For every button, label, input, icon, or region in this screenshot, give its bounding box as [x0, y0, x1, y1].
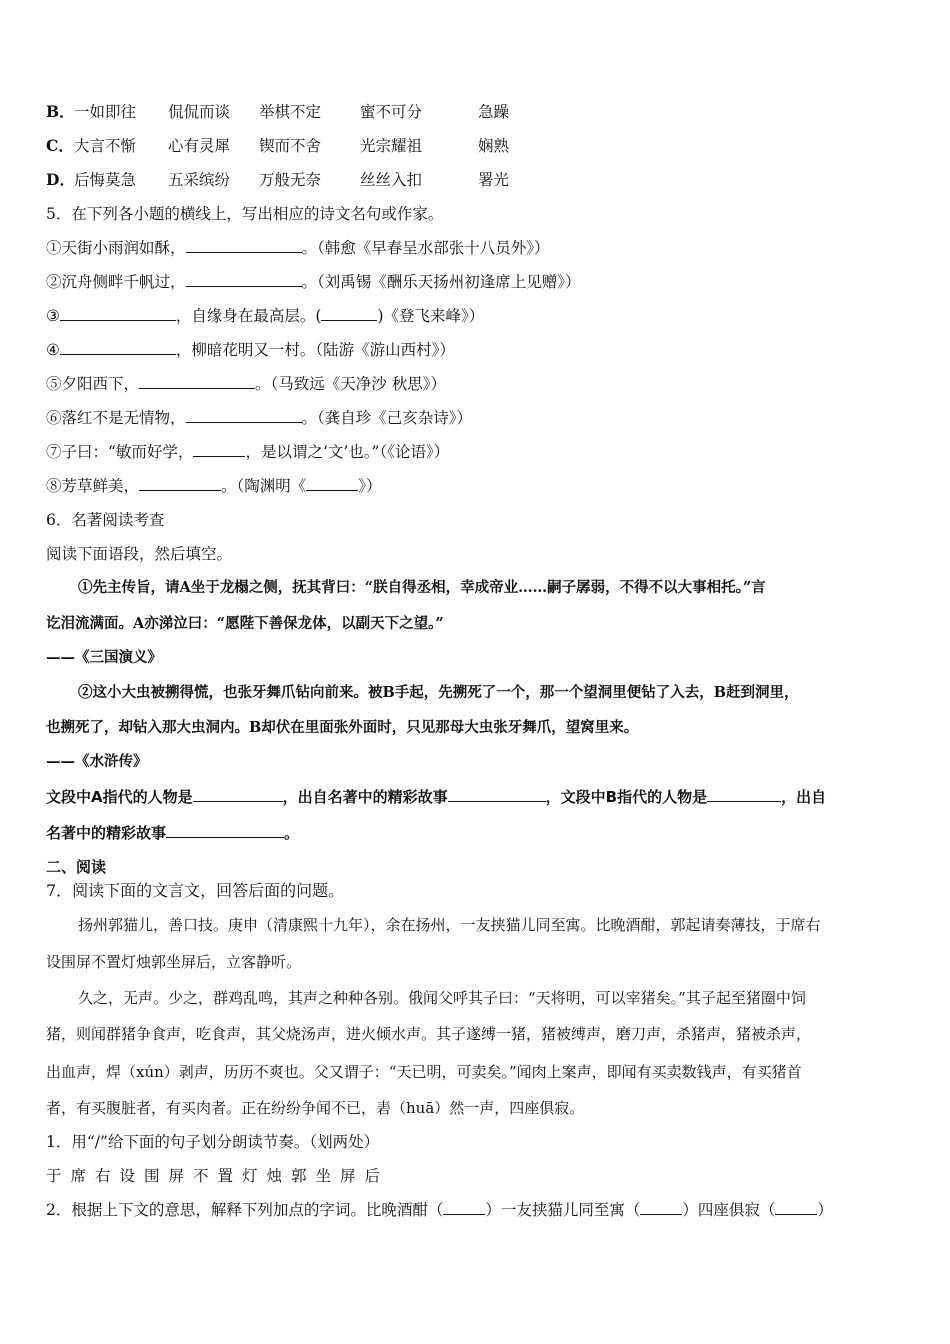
item-text: ①天街小雨润如酥， [46, 239, 186, 257]
q7-para-1-line-1: 扬州郭猫儿，善口技。庚申（清康熙十九年），余在扬州，一友挟猫儿同至寓。比晚酒酣，郭起请奏薄技，于席右 [78, 916, 821, 934]
option-word: 急躁 [478, 103, 510, 121]
option-word: 侃侃而谈 [168, 103, 231, 121]
option-word: 心有灵犀 [168, 137, 231, 155]
option-word: 娴熟 [478, 137, 510, 155]
fill-text: 。 [284, 824, 300, 842]
answer-blank[interactable] [186, 238, 302, 253]
answer-blank[interactable] [193, 442, 245, 457]
item-text: 。（韩愈《早春呈水部张十八员外》） [301, 239, 550, 257]
q6-passage-2-line-1: ②这小大虫被搠得慌，也张牙舞爪钻向前来。被B手起，先搠死了一个，那一个望洞里便钻了入去，B赶到洞里， [78, 684, 799, 701]
answer-blank[interactable] [60, 306, 176, 321]
item-text: 。（陶渊明《 [221, 477, 307, 495]
answer-blank[interactable] [321, 306, 377, 321]
item-text: ，柳暗花明又一村。（陆游《游山西村》） [175, 341, 455, 359]
q5-item-6 [46, 407, 472, 429]
q7-sub-1: 1．用“/”给下面的句子划分朗读节奏。（划两处） [46, 1133, 380, 1151]
option-label: B． [46, 102, 75, 121]
q6-passage-1-line-1: ①先主传旨，请A坐于龙榻之侧，抚其背曰：“朕自得丞相，幸成帝业……嗣子孱弱，不得不以大事相托。”言 [78, 579, 766, 596]
option-word: 丝丝入扣 [360, 171, 423, 189]
option-word: 一如即往 [74, 103, 137, 121]
option-word: 署光 [478, 171, 510, 189]
fill-text: 文段中A指代的人物是 [46, 788, 193, 806]
q7-title: 7．阅读下面的文言文，回答后面的问题。 [46, 881, 345, 900]
fill-text: ，文段中B指代的人物是 [545, 788, 708, 806]
option-label: D． [46, 170, 75, 189]
q6-instruction: 阅读下面语段，然后填空。 [46, 545, 233, 563]
sub-text: ）四座俱寂（ [682, 1201, 776, 1219]
answer-blank[interactable] [139, 476, 221, 491]
q7-para-2-line-3: 出血声，焊（xún）剥声，历历不爽也。父又谓子：“天已明，可卖矣。”闻肉上案声，即闻有买卖数钱声，有买猪首 [46, 1063, 802, 1081]
fill-text: ，出自名著中的精彩故事 [282, 788, 448, 806]
option-word: 蜜不可分 [360, 103, 423, 121]
q5-item-4 [46, 339, 455, 361]
option-label: C． [46, 136, 74, 155]
q7-para-2-line-1: 久之，无声。少之，群鸡乱鸣，其声之种种各别。俄闻父呼其子曰：“天将明，可以宰猪矣。”其子起至猪圈中饲 [78, 989, 806, 1007]
answer-blank[interactable] [306, 476, 358, 491]
answer-blank[interactable] [707, 787, 781, 802]
answer-blank[interactable] [60, 340, 176, 355]
q6-source-1: ——《三国演义》 [46, 649, 162, 666]
option-word: 举棋不定 [259, 103, 322, 121]
q6-source-2: ——《水浒传》 [46, 753, 148, 770]
item-text: ，是以谓之‘文’也。”（《论语》） [245, 443, 450, 461]
item-text: ③ [46, 307, 60, 325]
fill-text: 名著中的精彩故事 [46, 824, 167, 842]
q6-fill-line-2 [46, 822, 299, 844]
answer-blank[interactable] [443, 1200, 485, 1215]
q6-passage-1-line-2: 讫泪流满面。A亦涕泣曰：“愿陛下善保龙体，以副天下之望。” [46, 615, 444, 632]
item-text: 。（马致远《天净沙 秋思》） [255, 375, 446, 393]
item-text: ④ [46, 341, 60, 359]
q5-item-5 [46, 373, 446, 395]
q7-sub-1-sentence: 于席右设围屏不置灯烛郭坐屏后 [46, 1167, 390, 1185]
option-word: 五采缤纷 [168, 171, 231, 189]
item-text: )《登飞来峰》） [377, 307, 485, 325]
answer-blank[interactable] [640, 1200, 682, 1215]
q5-item-3 [46, 305, 484, 327]
q5-item-7 [46, 441, 449, 463]
item-text: ②沉舟侧畔千帆过， [46, 273, 186, 291]
q7-para-2-line-2: 猪，则闻群猪争食声，吃食声，其父烧汤声，进火倾水声。其子遂缚一猪，猪被缚声，磨刀声，杀猪声，猪被杀声， [46, 1025, 812, 1043]
item-text: ⑧芳草鲜美， [46, 477, 140, 495]
sub-text: ）一友挟猫儿同至寓（ [485, 1201, 641, 1219]
q7-sub-2 [46, 1199, 833, 1221]
answer-blank[interactable] [186, 272, 302, 287]
answer-blank[interactable] [139, 374, 255, 389]
item-text: ⑥落红不是无情物， [46, 409, 186, 427]
item-text: 。（龚自珍《己亥杂诗》） [301, 409, 473, 427]
sub-text: 2．根据上下文的意思，解释下列加点的字词。 [46, 1201, 366, 1219]
q5-title: 5．在下列各小题的横线上，写出相应的诗文名句或作家。 [46, 205, 444, 223]
section-heading: 二、阅读 [46, 858, 107, 876]
q6-fill-line-1 [46, 786, 826, 808]
option-word: 后悔莫急 [74, 171, 137, 189]
option-word: 光宗耀祖 [360, 137, 423, 155]
q7-para-1-line-2: 设围屏不置灯烛郭坐屏后，立客静听。 [46, 953, 302, 971]
fill-text: ，出自 [781, 788, 827, 806]
sub-text: ） [817, 1201, 833, 1219]
answer-blank[interactable] [186, 408, 302, 423]
item-text: ⑦子曰：“敏而好学， [46, 443, 194, 461]
answer-blank[interactable] [193, 787, 283, 802]
option-word: 万般无奈 [259, 171, 322, 189]
option-word: 大言不惭 [74, 137, 137, 155]
q5-item-2 [46, 271, 581, 293]
q6-title: 6．名著阅读考查 [46, 511, 165, 529]
answer-blank[interactable] [775, 1200, 817, 1215]
option-d [46, 169, 509, 191]
q6-passage-2-line-2: 也搠死了，却钻入那大虫洞内。B却伏在里面张外面时，只见那母大虫张牙舞爪，望窝里来。 [46, 719, 639, 736]
item-text: ，自缘身在最高层。( [175, 307, 322, 325]
q7-para-2-line-4: 者，有买腹脏者，有买肉者。正在纷纷争闻不已，砉（huā）然一声，四座俱寂。 [46, 1099, 585, 1117]
sub-text: 比晚酒酣（ [365, 1201, 444, 1219]
item-text: ⑤夕阳西下， [46, 375, 140, 393]
option-word: 锲而不舍 [259, 137, 322, 155]
option-c [46, 135, 509, 157]
q5-item-1 [46, 237, 550, 259]
answer-blank[interactable] [448, 787, 546, 802]
item-text: 。（刘禹锡《酬乐天扬州初逢席上见赠》） [301, 273, 581, 291]
q5-item-8 [46, 475, 382, 497]
item-text: 》） [358, 477, 382, 495]
option-b [46, 101, 509, 123]
answer-blank[interactable] [166, 823, 284, 838]
